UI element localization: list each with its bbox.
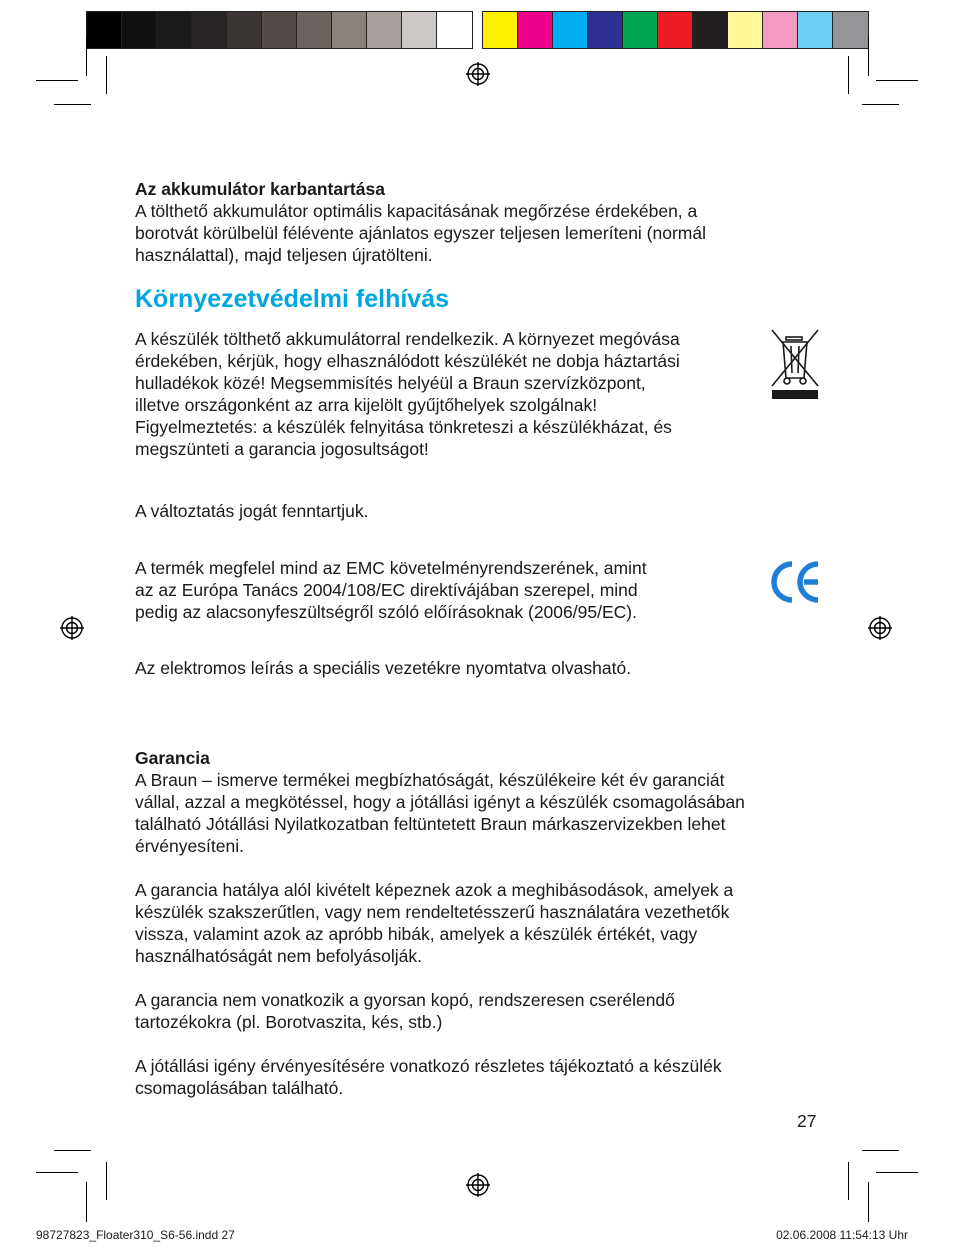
- warranty-section: [135, 747, 820, 1099]
- color-swatch: [623, 12, 658, 48]
- footer-timestamp: 02.06.2008 11:54:13 Uhr: [776, 1228, 908, 1242]
- paragraph-spacer: [135, 967, 820, 989]
- crop-mark: [54, 104, 91, 105]
- registration-mark-icon: [60, 616, 84, 640]
- crop-mark: [876, 1172, 918, 1173]
- color-swatch: [588, 12, 623, 48]
- battery-maintenance-section: [135, 178, 820, 266]
- paragraph-line: érdekében, kérjük, hogy elhasználódott készülékét ne dobja háztartási: [135, 351, 680, 371]
- paragraph-line: csomagolásában található.: [135, 1078, 344, 1098]
- color-swatch: [483, 12, 518, 48]
- color-swatch: [122, 12, 157, 48]
- registration-mark-icon: [868, 616, 892, 640]
- grayscale-color-bar: [86, 11, 473, 49]
- paragraph-line: használattal), majd teljesen újratölteni.: [135, 245, 433, 265]
- crop-mark: [848, 56, 849, 94]
- paragraph-line: megszünteti a garancia jogosultságot!: [135, 439, 429, 459]
- paragraph-spacer: [135, 1033, 820, 1055]
- warranty-heading: Garancia: [135, 748, 210, 768]
- crossed-out-wheelie-bin-icon: [770, 328, 820, 400]
- color-swatch: [553, 12, 588, 48]
- paragraph-line: használhatóságát nem befolyásolják.: [135, 946, 422, 966]
- paragraph-line: vállal, azzal a megkötéssel, hogy a jótállási igényt a készülék csomagolásában: [135, 792, 745, 812]
- color-swatch: [728, 12, 763, 48]
- paragraph-line: illetve országonként az arra kijelölt gyűjtőhelyek szolgálnak!: [135, 395, 598, 415]
- environment-section: [135, 328, 765, 460]
- battery-heading: Az akkumulátor karbantartása: [135, 179, 385, 199]
- color-swatch: [763, 12, 798, 48]
- color-swatch: [87, 12, 122, 48]
- crop-mark: [848, 1162, 849, 1200]
- crop-mark: [36, 80, 78, 81]
- ce-mark-icon: [768, 560, 822, 604]
- color-swatch: [367, 12, 402, 48]
- crop-mark: [86, 1182, 87, 1222]
- paragraph-line: A garancia nem vonatkozik a gyorsan kopó, rendszeresen cserélendő: [135, 990, 675, 1010]
- color-swatch: [227, 12, 262, 48]
- paragraph-line: érvényesíteni.: [135, 836, 244, 856]
- crop-mark: [106, 1162, 107, 1200]
- rights-reserved-text: A változtatás jogát fenntartjuk.: [135, 501, 369, 521]
- paragraph-line: készülék szakszerűtlen, vagy nem rendeltetésszerű használatára vezethetők: [135, 902, 730, 922]
- color-swatch: [798, 12, 833, 48]
- color-swatch: [693, 12, 728, 48]
- paragraph-line: az az Európa Tanács 2004/108/EC direktívájában szerepel, mind: [135, 580, 638, 600]
- paragraph-line: A termék megfelel mind az EMC követelményrendszerének, amint: [135, 558, 647, 578]
- paragraph-line: A jótállási igény érvényesítésére vonatkozó részletes tájékoztató a készülék: [135, 1056, 722, 1076]
- paragraph-line: A készülék tölthető akkumulátorral rendelkezik. A környezet megóvása: [135, 329, 680, 349]
- paragraph-line: pedig az alacsonyfeszültségről szóló előírásoknak (2006/95/EC).: [135, 602, 637, 622]
- crop-mark: [106, 56, 107, 94]
- process-color-bar: [482, 11, 869, 49]
- paragraph-line: található Jótállási Nyilatkozatban feltüntetett Braun márkaszervizekben lehet: [135, 814, 726, 834]
- registration-mark-icon: [466, 1173, 490, 1197]
- crop-mark: [868, 36, 869, 76]
- electric-note-section: [135, 657, 820, 679]
- paragraph-line: vissza, valamint azok az apróbb hibák, amelyek a készülék értékét, vagy: [135, 924, 698, 944]
- rights-reserved-section: [135, 500, 820, 522]
- color-swatch: [262, 12, 297, 48]
- paragraph-line: A Braun – ismerve termékei megbízhatóságát, készülékeire két év garanciát: [135, 770, 725, 790]
- crop-mark: [54, 1150, 91, 1151]
- color-swatch: [157, 12, 192, 48]
- crop-mark: [86, 36, 87, 76]
- color-swatch: [658, 12, 693, 48]
- paragraph-line: A garancia hatálya alól kivételt képeznek azok a meghibásodások, amelyek a: [135, 880, 734, 900]
- paragraph-line: tartozékokra (pl. Borotvaszita, kés, stb.): [135, 1012, 443, 1032]
- color-swatch: [297, 12, 332, 48]
- color-swatch: [833, 12, 868, 48]
- environment-title: Környezetvédelmi felhívás: [135, 285, 450, 313]
- footer-file-name: 98727823_Floater310_S6-56.indd 27: [36, 1228, 235, 1242]
- crop-mark: [862, 104, 899, 105]
- electric-note-text: Az elektromos leírás a speciális vezetékre nyomtatva olvasható.: [135, 658, 632, 678]
- color-swatch: [402, 12, 437, 48]
- crop-mark: [36, 1172, 78, 1173]
- crop-mark: [868, 1182, 869, 1222]
- color-swatch: [518, 12, 553, 48]
- color-swatch: [332, 12, 367, 48]
- paragraph-line: Figyelmeztetés: a készülék felnyitása tönkreteszi a készülékházat, és: [135, 417, 672, 437]
- paragraph-line: hulladékok közé! Megsemmisítés helyéül a Braun szervízközpont,: [135, 373, 646, 393]
- emc-section: [135, 557, 755, 623]
- paragraph-spacer: [135, 857, 820, 879]
- paragraph-line: A tölthető akkumulátor optimális kapacitásának megőrzése érdekében, a: [135, 201, 698, 221]
- crop-mark: [876, 80, 918, 81]
- color-swatch: [437, 12, 472, 48]
- page-number: 27: [797, 1111, 817, 1131]
- paragraph-line: borotvát körülbelül félévente ajánlatos egyszer teljesen lemeríteni (normál: [135, 223, 706, 243]
- color-swatch: [192, 12, 227, 48]
- crop-mark: [862, 1150, 899, 1151]
- registration-mark-icon: [466, 62, 490, 86]
